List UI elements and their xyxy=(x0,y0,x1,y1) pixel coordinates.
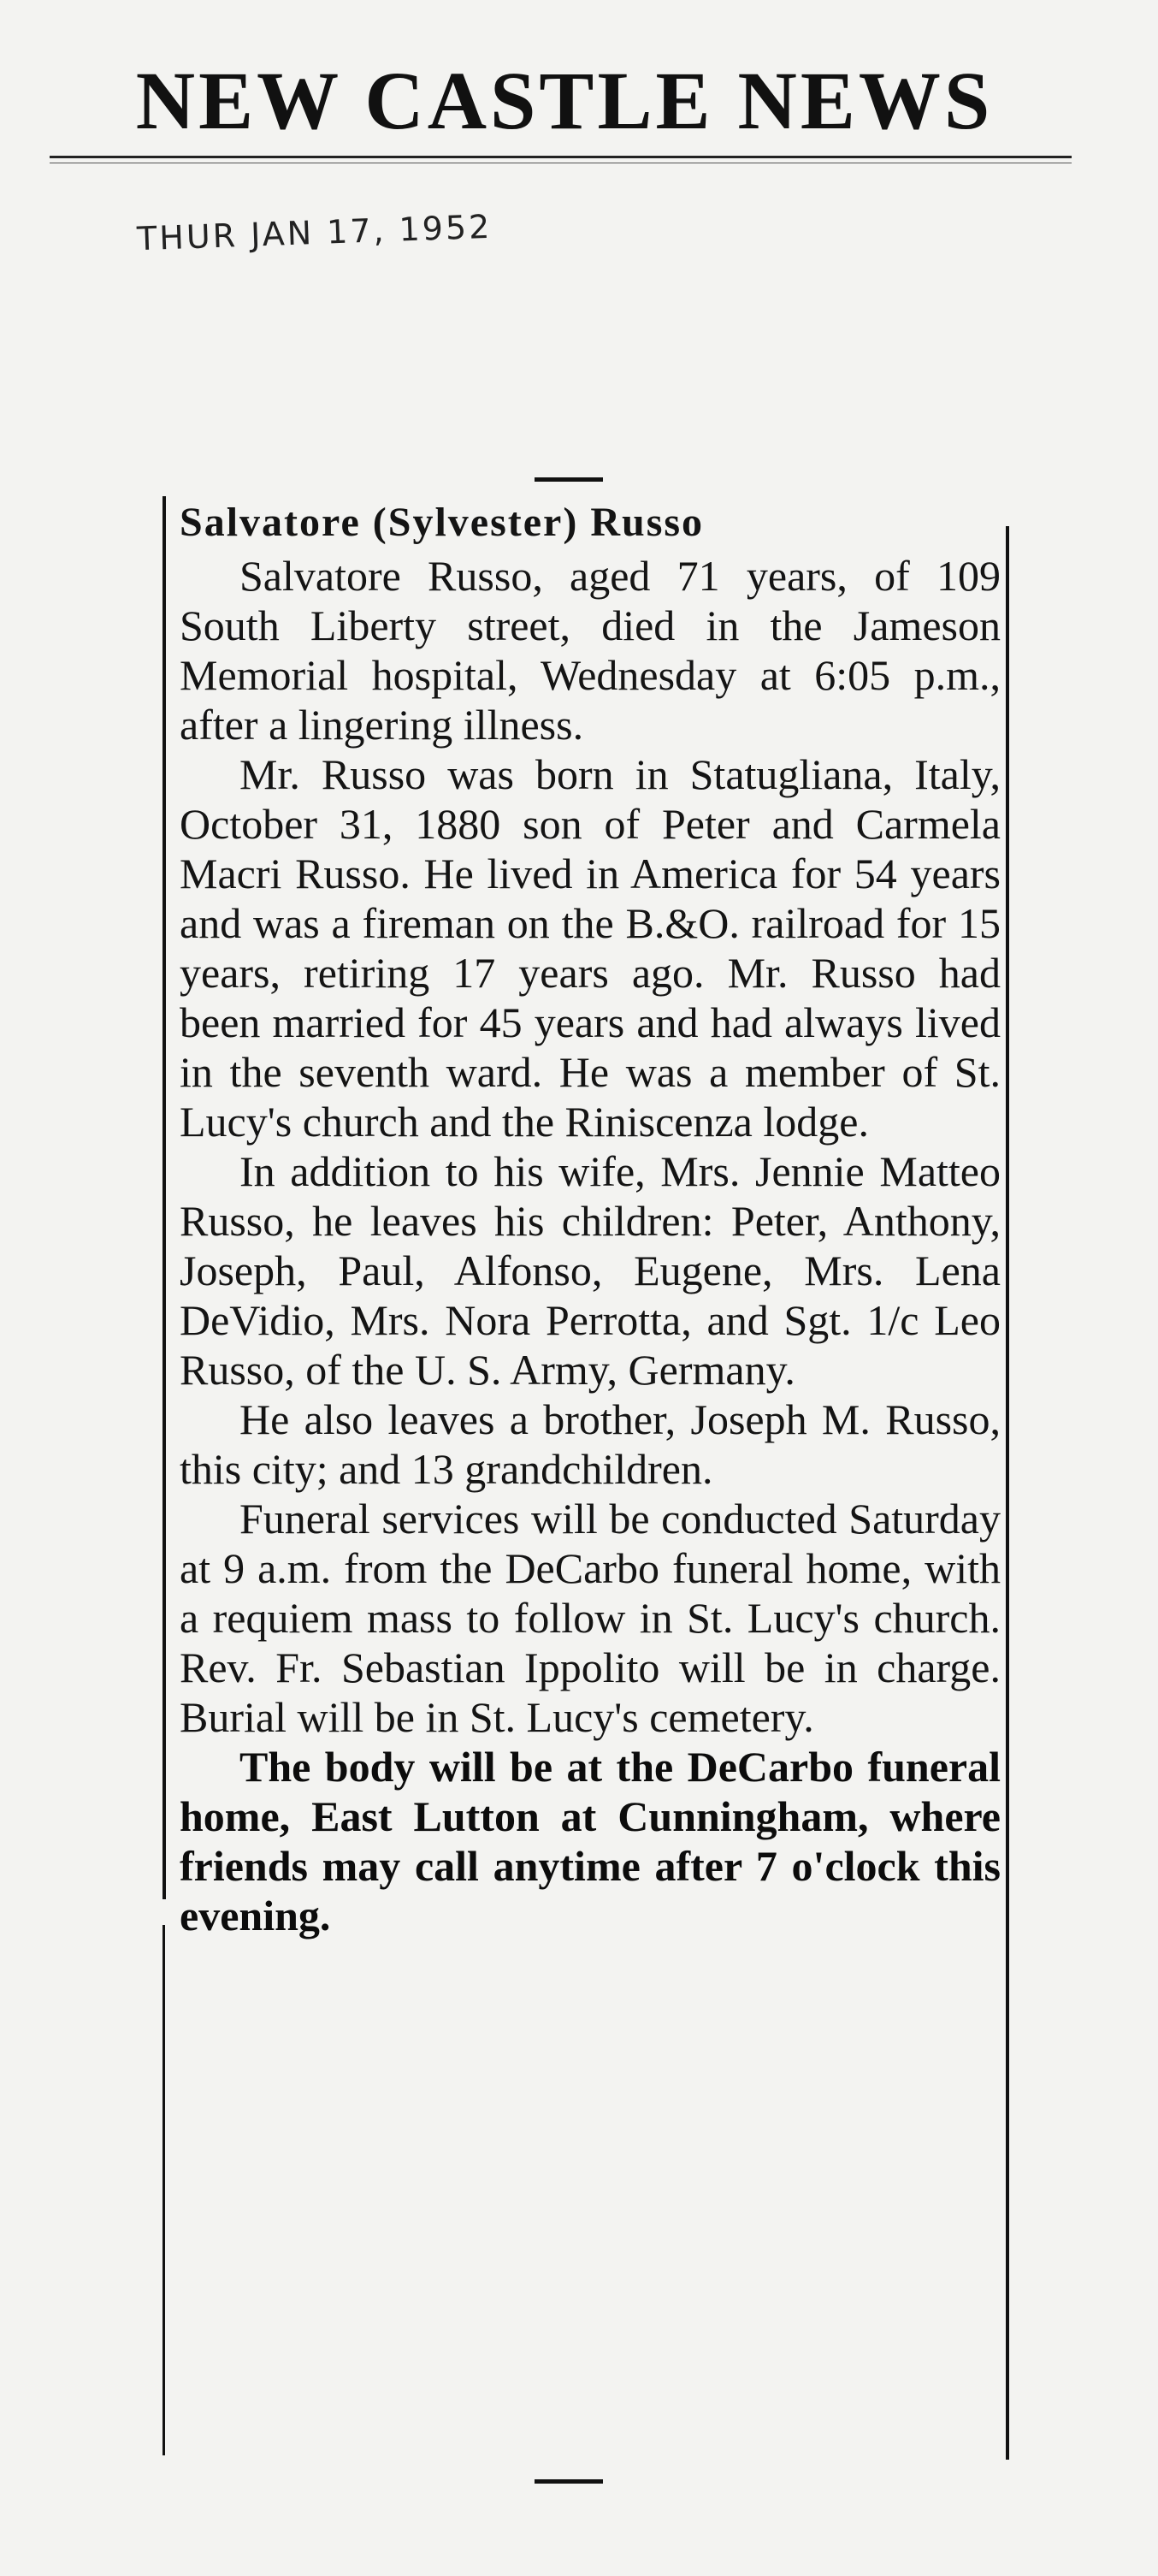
newspaper-masthead: NEW CASTLE NEWS xyxy=(135,55,994,146)
column-rule-left-lower xyxy=(162,1925,165,2455)
article-paragraph: Salvatore Russo, aged 71 years, of 109 South Liberty street, died in the Jameson Memorial hospital, Wednesday at 6:05 p.m., after a lingering illness. xyxy=(180,552,1001,749)
article-paragraph: He also leaves a brother, Joseph M. Russo, this city; and 13 grandchildren. xyxy=(180,1395,1001,1493)
masthead-rule xyxy=(50,156,1072,158)
handwritten-date: THUR JAN 17, 1952 xyxy=(136,207,493,258)
bottom-divider xyxy=(535,2479,603,2484)
article-paragraph: Mr. Russo was born in Statugliana, Italy, October 31, 1880 son of Peter and Carmela Macri Russo. He lived in America for 54 years and was a fireman on the B.&O. railroad for 15 years, retiring 17 years ago. Mr. Russo had been married for 45 years and had always lived in the seventh ward. He was a member of St. Lucy's church and the Riniscenza lodge. xyxy=(180,750,1001,1146)
column-rule-left xyxy=(162,496,166,1899)
article-headline: Salvatore (Sylvester) Russo xyxy=(180,500,705,545)
article-paragraph: In addition to his wife, Mrs. Jennie Matteo Russo, he leaves his children: Peter, Anthony, Joseph, Paul, Alfonso, Eugene, Mrs. Lena DeVidio, Mrs. Nora Perrotta, and Sgt. 1/c Leo Russo, of the U. S. Army, Germany. xyxy=(180,1147,1001,1394)
obituary-article xyxy=(180,496,1001,1940)
column-rule-right xyxy=(1006,526,1009,2460)
top-divider xyxy=(535,477,603,482)
article-paragraph: Funeral services will be conducted Saturday at 9 a.m. from the DeCarbo funeral home, with a requiem mass to follow in St. Lucy's church. Rev. Fr. Sebastian Ippolito will be in charge. Burial will be in St. Lucy's cemetery. xyxy=(180,1495,1001,1741)
article-paragraph: The body will be at the DeCarbo funeral home, East Lutton at Cunningham, where friends may call anytime after 7 o'clock this evening. xyxy=(180,1743,1001,1939)
